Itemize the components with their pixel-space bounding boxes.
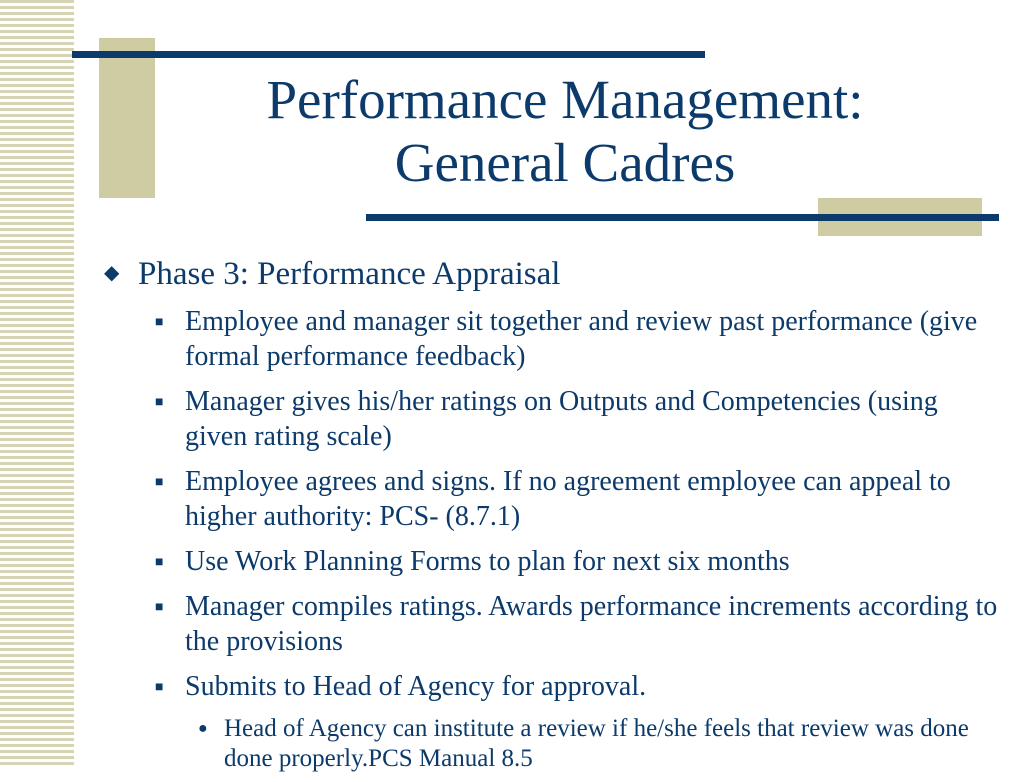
square-icon: ■ [155,600,164,615]
sub-bullet-point [104,714,1004,774]
bullet-point-text: Submits to Head of Agency for approval. [185,671,647,702]
bullet-point [104,589,1004,659]
bullet-point [104,384,1004,454]
diamond-icon: ◆ [104,262,120,284]
bullet-point-text: Use Work Planning Forms to plan for next six months [185,546,790,577]
bullet-point-text: Employee agrees and signs. If no agreement employee can appeal to higher authority: PCS- (8.7.1) [185,466,951,532]
bullet-point [104,669,1004,704]
dot-icon: ● [198,720,208,737]
title-rule-top [72,51,705,58]
square-icon: ■ [155,680,164,695]
phase-heading-text: Phase 3: Performance Appraisal [138,256,561,292]
slide-title-line-1: Performance Management: [266,69,864,130]
slide-title-line-2: General Cadres [394,132,736,193]
decorative-block-left [99,38,155,198]
slide-title [170,68,960,194]
sub-bullet-point-text: Head of Agency can institute a review if he/she feels that review was done done properly.PCS Manual 8.5 [224,715,969,772]
square-icon: ■ [155,395,164,410]
title-rule-bottom [366,214,999,221]
bullet-phase-heading [104,254,1004,294]
bullet-point-text: Employee and manager sit together and review past performance (give formal performance feedback) [185,306,978,372]
bullet-point [104,464,1004,534]
bullet-point-text: Manager compiles ratings. Awards performance increments according to the provisions [185,591,998,657]
slide-body [104,254,1004,782]
bullet-point-text: Manager gives his/her ratings on Outputs and Competencies (using given rating scale) [185,386,938,452]
bullet-point [104,304,1004,374]
square-icon: ■ [155,555,164,570]
square-icon: ■ [155,475,164,490]
decorative-stripes [0,0,74,768]
square-icon: ■ [155,315,164,330]
bullet-point [104,544,1004,579]
